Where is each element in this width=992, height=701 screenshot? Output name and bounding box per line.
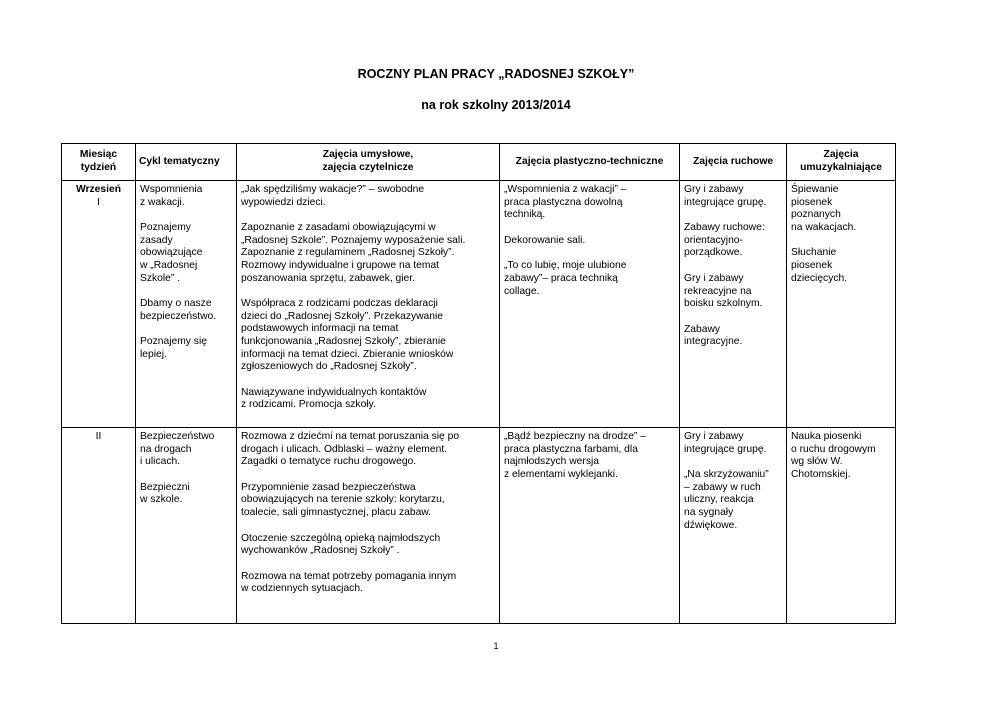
header-month-week: Miesiąc tydzień — [62, 144, 136, 181]
table-row — [62, 181, 896, 428]
cycle-item: Poznajemy się lepiej. — [140, 336, 207, 360]
movement-cell — [680, 428, 787, 624]
music-cell — [787, 428, 896, 624]
music-item: Nauka piosenki o ruchu drogowym wg słów W. Chotomskiej. — [791, 431, 876, 480]
mental-item: Przypomnienie zasad bezpieczeństwa obowiązujących na terenie szkoły: korytarzu, toalecie, sali gimnastycznej, placu zabaw. — [241, 481, 445, 518]
plan-table — [61, 143, 896, 624]
art-item: „To co lubię, moje ulubione zabawy”– praca techniką collage. — [504, 260, 627, 297]
mental-item: Rozmowa na temat potrzeby pomagania innym w codziennych sytuacjach. — [241, 570, 457, 595]
header-art: Zajęcia plastyczno-techniczne — [500, 144, 680, 181]
music-item: Śpiewanie piosenek poznanych na wakacjach. — [791, 184, 857, 233]
month-week-cell — [62, 181, 136, 428]
document-title: ROCZNY PLAN PRACY „RADOSNEJ SZKOŁY” — [357, 67, 635, 81]
movement-item: Gry i zabawy integrujące grupę. — [684, 431, 767, 455]
cycle-item: Wspomnienia z wakacji. — [140, 184, 203, 208]
music-cell — [787, 181, 896, 428]
cycle-cell — [136, 428, 237, 624]
table-header-row — [62, 144, 896, 181]
movement-item: Gry i zabawy rekreacyjne na boisku szkolnym. — [684, 272, 763, 310]
document-subtitle: na rok szkolny 2013/2014 — [421, 98, 571, 112]
movement-item: Zabawy ruchowe: orientacyjno- porządkowe. — [684, 222, 765, 259]
cycle-item: Bezpieczeństwo na drogach i ulicach. — [140, 431, 215, 468]
header-cycle: Cykl tematyczny — [136, 144, 237, 181]
art-item: „Wspomnienia z wakacji” – praca plastyczna dowolną techniką. — [504, 184, 627, 221]
mental-item: Współpraca z rodzicami podczas deklaracji dzieci do „Radosnej Szkoły”. Przekazywanie podstawowych informacji na temat funkcjonowania „Radosnej Szkoły”, zbieranie informacji na temat dzieci. Zbieranie wniosków zgłoszeniowych do „Radosnej Szkoły”. — [241, 298, 454, 373]
page-number: 1 — [493, 641, 499, 651]
header-music: Zajęcia umuzykalniające — [787, 144, 896, 181]
cycle-item: Poznajemy zasady obowiązujące w „Radosnej Szkole” . — [140, 222, 203, 284]
mental-item: Zapoznanie z zasadami obowiązującymi w „Radosnej Szkole”. Poznajemy wyposażenie sali. Zapoznanie z regulaminem „Radosnej Szkoły”. Rozmowy indywidualne i grupowe na temat poszanowania sprzętu, zabawek, gier. — [241, 222, 466, 284]
month-label: Wrzesień — [75, 184, 122, 195]
mental-item: Rozmowa z dziećmi na temat poruszania się po drogach i ulicach. Odblaski – ważny element. Zagadki o tematyce ruchu drogowego. — [241, 431, 460, 468]
cycle-item: Dbamy o nasze bezpieczeństwo. — [140, 298, 217, 322]
music-item: Słuchanie piosenek dziecięcych. — [791, 247, 848, 284]
art-cell — [500, 181, 680, 428]
cycle-cell — [136, 181, 237, 428]
movement-cell — [680, 181, 787, 428]
movement-item: Zabawy integracyjne. — [684, 323, 743, 348]
week-label: I — [97, 196, 100, 208]
header-mental: Zajęcia umysłowe, zajęcia czytelnicze — [237, 144, 500, 181]
week-label: II — [95, 431, 102, 442]
mental-item: „Jak spędziliśmy wakacje?” – swobodne wypowiedzi dzieci. — [241, 184, 425, 208]
movement-item: Gry i zabawy integrujące grupę. — [684, 184, 767, 208]
movement-item: „Na skrzyżowaniu” – zabawy w ruch uliczny, reakcja na sygnały dźwiękowe. — [684, 469, 769, 531]
cycle-item: Bezpieczni w szkole. — [140, 481, 190, 506]
art-item: „Bądź bezpieczny na drodze” – praca plastyczna farbami, dla najmłodszych wersja z elementami wyklejanki. — [504, 431, 646, 480]
month-week-cell — [62, 428, 136, 624]
mental-cell — [237, 428, 500, 624]
mental-item: Nawiązywane indywidualnych kontaktów z rodzicami. Promocja szkoły. — [241, 386, 427, 411]
table-row — [62, 428, 896, 624]
art-item: Dekorowanie sali. — [504, 234, 586, 246]
mental-item: Otoczenie szczególną opieką najmłodszych wychowanków „Radosnej Szkoły” . — [241, 532, 441, 557]
header-movement: Zajęcia ruchowe — [680, 144, 787, 181]
mental-cell — [237, 181, 500, 428]
art-cell — [500, 428, 680, 624]
